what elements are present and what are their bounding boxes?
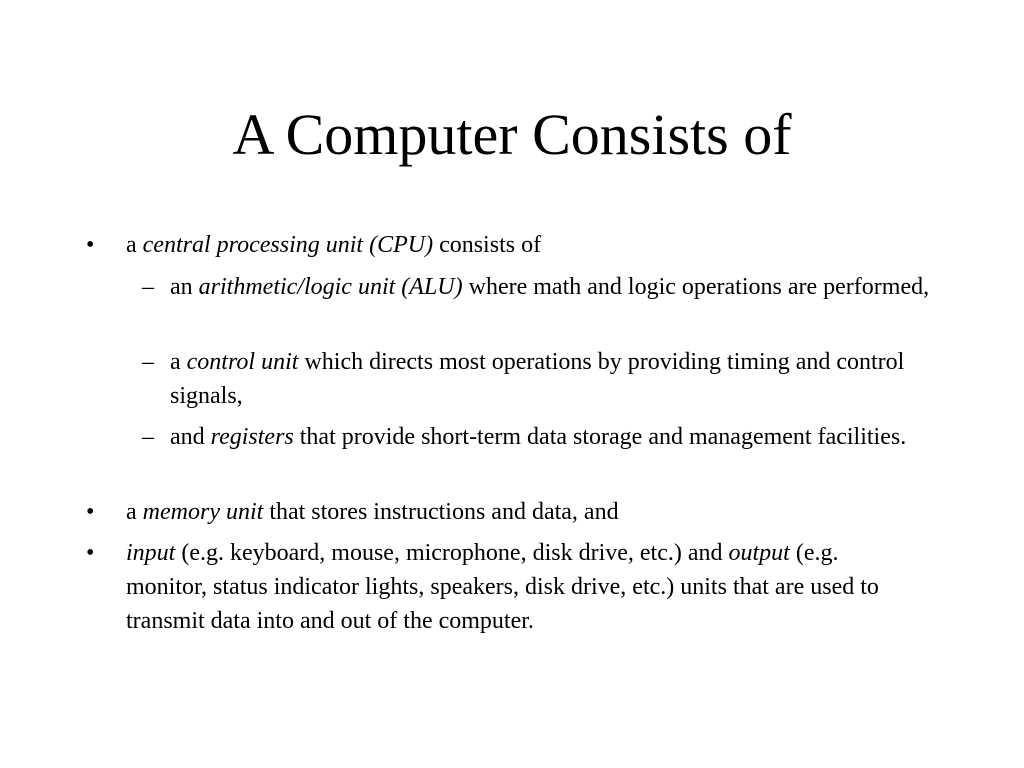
bullet-io-output-term: output bbox=[728, 540, 790, 566]
bullet-io-post: (e.g. monitor, status indicator lights, speakers, disk drive, etc.) units that are used to transmit data into and out of the computer. bbox=[126, 540, 879, 634]
bullet-marker: • bbox=[86, 232, 95, 258]
bullet-cpu bbox=[126, 228, 946, 262]
sub-control-term: control unit bbox=[186, 349, 299, 375]
sub-registers-pre: and bbox=[170, 424, 211, 450]
bullet-marker: • bbox=[86, 499, 95, 525]
bullet-io-input-term: input bbox=[126, 540, 176, 566]
slide-title: A Computer Consists of bbox=[232, 102, 792, 167]
bullet-memory-post: that stores instructions and data, and bbox=[263, 499, 619, 525]
bullet-marker: • bbox=[86, 540, 95, 566]
bullet-io-mid: (e.g. keyboard, mouse, microphone, disk drive, etc.) and bbox=[175, 540, 729, 566]
bullet-cpu-post: consists of bbox=[433, 232, 542, 258]
dash-marker: – bbox=[142, 349, 154, 375]
sub-alu-post: where math and logic operations are performed, bbox=[462, 274, 930, 300]
sub-bullet-control-unit bbox=[170, 345, 950, 413]
sub-registers-term: registers bbox=[210, 424, 294, 450]
bullet-cpu-pre: a bbox=[126, 232, 143, 258]
bullet-memory-term: memory unit bbox=[142, 499, 264, 525]
bullet-io bbox=[126, 536, 916, 638]
sub-control-pre: a bbox=[170, 349, 187, 375]
sub-registers-post: that provide short-term data storage and management facilities. bbox=[293, 424, 907, 450]
bullet-cpu-term: central processing unit (CPU) bbox=[142, 232, 434, 258]
bullet-memory bbox=[126, 495, 946, 529]
sub-alu-term: arithmetic/logic unit (ALU) bbox=[198, 274, 463, 300]
bullet-memory-pre: a bbox=[126, 499, 143, 525]
dash-marker: – bbox=[142, 274, 154, 300]
sub-bullet-registers bbox=[170, 420, 950, 454]
dash-marker: – bbox=[142, 424, 154, 450]
sub-alu-pre: an bbox=[170, 274, 199, 300]
sub-control-post: which directs most operations by providing timing and control signals, bbox=[170, 349, 905, 409]
sub-bullet-alu bbox=[170, 270, 950, 304]
